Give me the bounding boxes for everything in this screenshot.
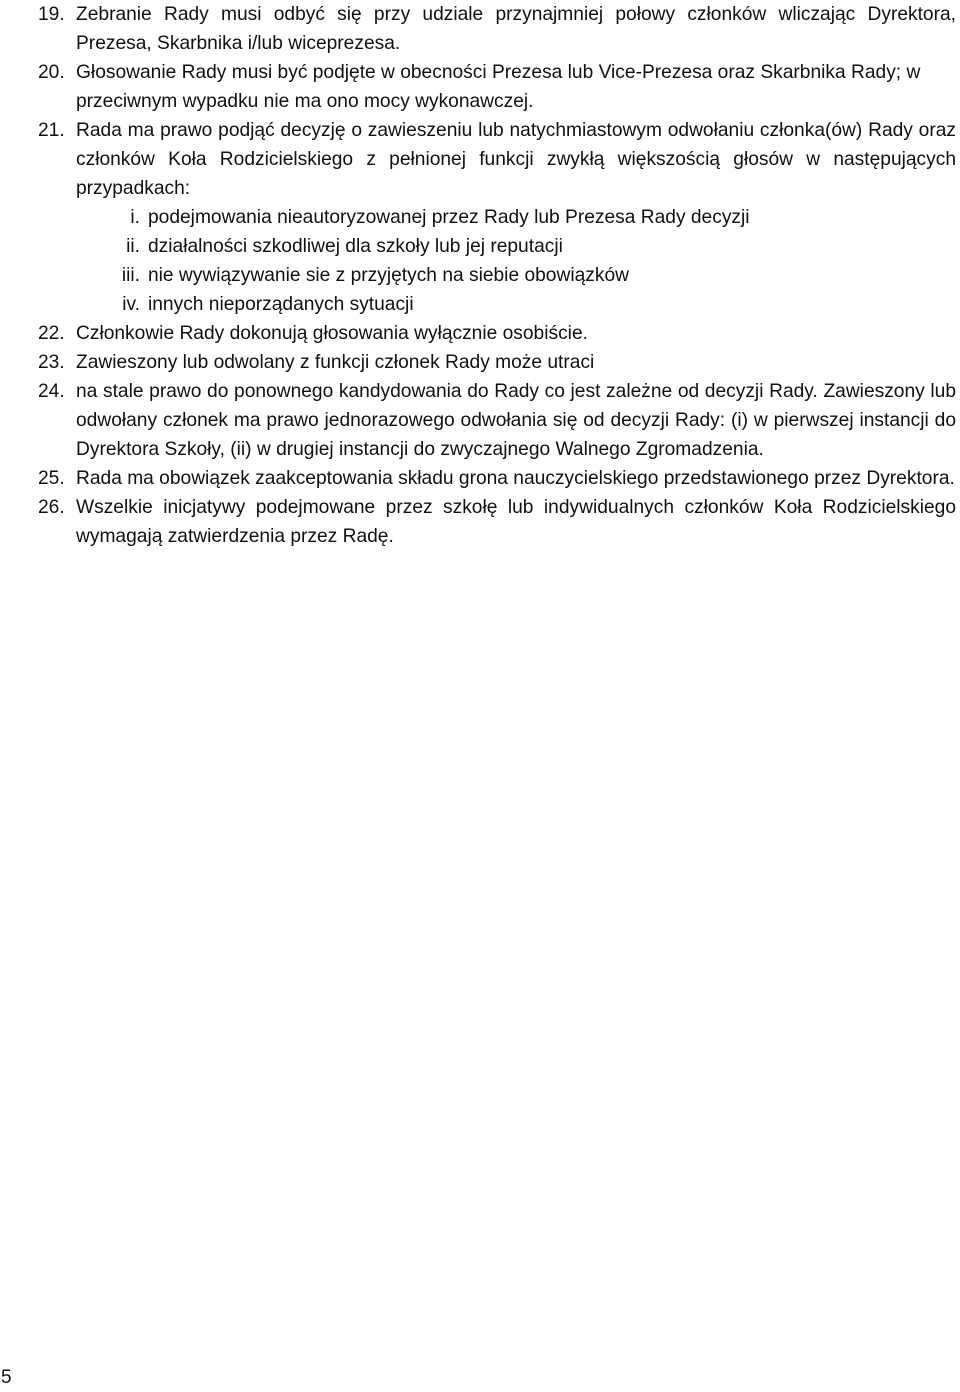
item-text: Zebranie Rady musi odbyć się przy udziale przynajmniej połowy członków wliczając Dyrektora, Prezesa, Skarbnika i/lub wiceprezesa. bbox=[76, 4, 956, 54]
sub-item-number: i. bbox=[130, 207, 140, 228]
sub-item-text: innych nieporządanych sytuacji bbox=[148, 294, 414, 315]
sub-item-text: podejmowania nieautoryzowanej przez Rady lub Prezesa Rady decyzji bbox=[148, 207, 750, 228]
sub-list-item bbox=[38, 290, 956, 319]
item-number: 20. bbox=[38, 62, 65, 83]
list-item-24 bbox=[38, 377, 956, 464]
sub-item-text: nie wywiązywanie sie z przyjętych na siebie obowiązków bbox=[148, 265, 629, 286]
item-text: Głosowanie Rady musi być podjęte w obecności Prezesa lub Vice-Prezesa oraz Skarbnika Rady; w przeciwnym wypadku nie ma ono mocy wykonawczej. bbox=[76, 62, 921, 112]
item-text: Rada ma obowiązek zaakceptowania składu grona nauczycielskiego przedstawionego przez Dyrektora. bbox=[76, 468, 955, 489]
item-text: Zawieszony lub odwolany z funkcji członek Rady może utraci bbox=[76, 352, 595, 373]
item-text: Członkowie Rady dokonują głosowania wyłącznie osobiście. bbox=[76, 323, 588, 344]
regulation-list bbox=[38, 0, 956, 551]
sub-item-number: ii. bbox=[126, 236, 140, 257]
list-item-19 bbox=[38, 0, 956, 58]
item-number: 25. bbox=[38, 468, 65, 489]
item-number: 19. bbox=[38, 4, 65, 25]
list-item-21 bbox=[38, 116, 956, 203]
item-number: 23. bbox=[38, 352, 65, 373]
item-number: 22. bbox=[38, 323, 65, 344]
sub-list-item bbox=[38, 203, 956, 232]
sub-item-number: iii. bbox=[121, 265, 140, 286]
list-item-23 bbox=[38, 348, 956, 377]
list-item-20 bbox=[38, 58, 956, 116]
sub-list-item bbox=[38, 261, 956, 290]
page-number: 5 bbox=[1, 1367, 12, 1388]
item-number: 24. bbox=[38, 381, 65, 402]
sub-list bbox=[38, 203, 956, 319]
list-item-22 bbox=[38, 319, 956, 348]
item-number: 26. bbox=[38, 497, 65, 518]
sub-list-item bbox=[38, 232, 956, 261]
list-item-26 bbox=[38, 493, 956, 551]
item-text: na stale prawo do ponownego kandydowania do Rady co jest zależne od decyzji Rady. Zawieszony lub odwołany członek ma prawo jednorazowego odwołania się od decyzji Rady: (i) w pierwszej instancji do Dyrektora Szkoły, (ii) w drugiej instancji do zwyczajnego Walnego Zgromadzenia. bbox=[76, 381, 956, 460]
list-item-25 bbox=[38, 464, 956, 493]
item-number: 21. bbox=[38, 120, 65, 141]
sub-item-number: iv. bbox=[122, 294, 140, 315]
item-text: Wszelkie inicjatywy podejmowane przez szkołę lub indywidualnych członków Koła Rodzicielskiego wymagają zatwierdzenia przez Radę. bbox=[76, 497, 956, 547]
sub-item-text: działalności szkodliwej dla szkoły lub jej reputacji bbox=[148, 236, 563, 257]
item-text: Rada ma prawo podjąć decyzję o zawieszeniu lub natychmiastowym odwołaniu członka(ów) Rady oraz członków Koła Rodzicielskiego z pełnionej funkcji zwykłą większością głosów w następujących przypadkach: bbox=[76, 120, 956, 199]
